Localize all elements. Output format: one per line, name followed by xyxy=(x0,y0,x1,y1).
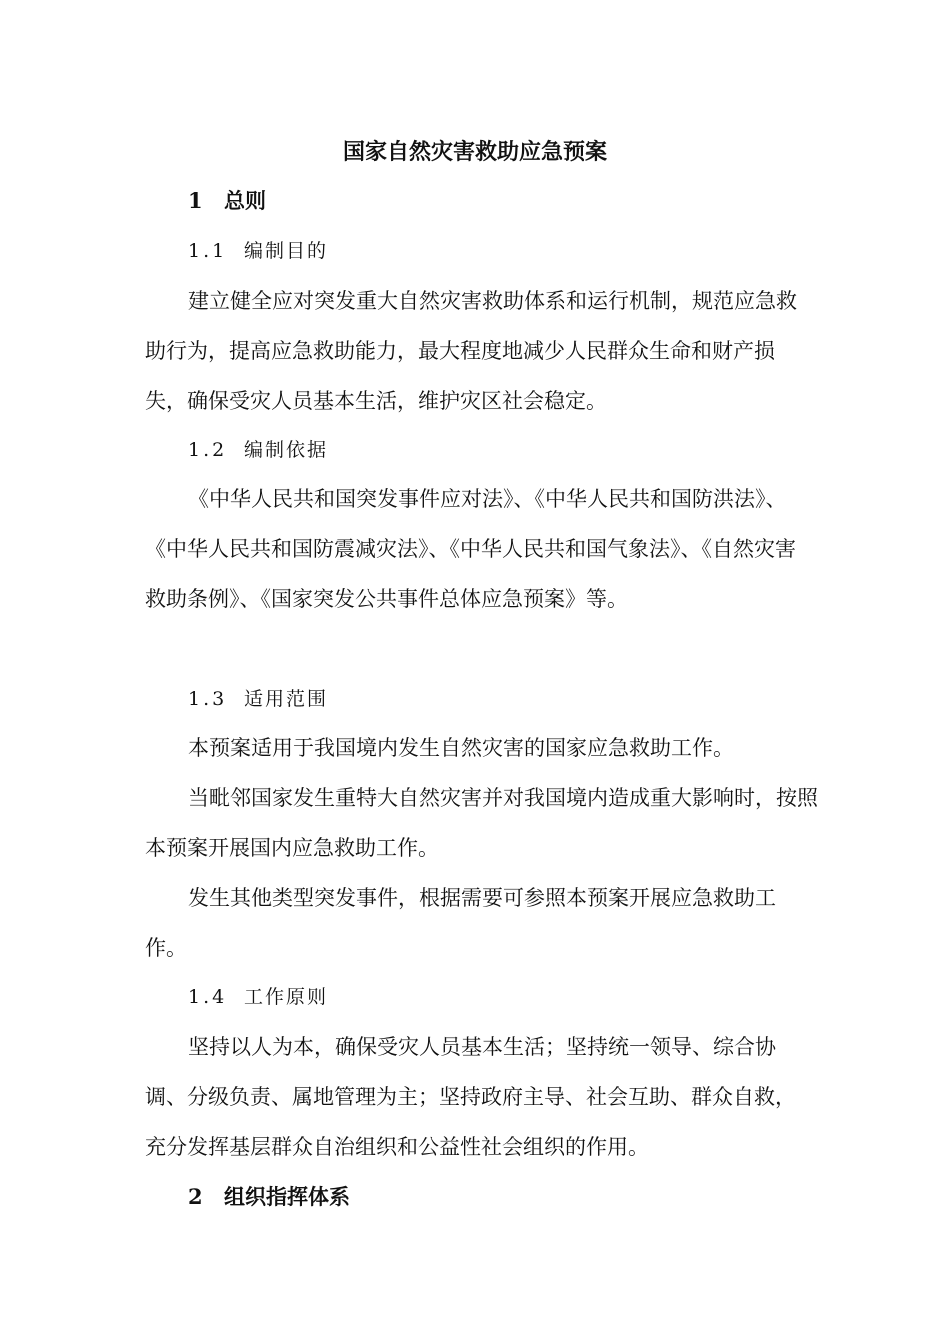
section-title: 组织指挥体系 xyxy=(224,1184,350,1209)
subsection-number: 1.3 xyxy=(188,688,228,710)
paragraph-basis: 《中华人民共和国突发事件应对法》、《中华人民共和国防洪法》、《中华人民共和国防震减灾法》、《中华人民共和国气象法》、《自然灾害救助条例》、《国家突发公共事件总体应急预案》等。 xyxy=(145,487,796,611)
paragraph-scope-3: 发生其他类型突发事件，根据需要可参照本预案开展应急救助工作。 xyxy=(145,886,776,960)
subsection-title: 工作原则 xyxy=(244,986,329,1008)
subsection-heading-1-4 xyxy=(188,977,328,1017)
subsection-number: 1.1 xyxy=(188,240,228,262)
section-number: 1 xyxy=(188,188,203,213)
subsection-heading-1-1 xyxy=(188,231,328,271)
section-heading-2 xyxy=(188,1177,350,1217)
subsection-number: 1.2 xyxy=(188,439,228,461)
paragraph-scope-2: 当毗邻国家发生重特大自然灾害并对我国境内造成重大影响时，按照本预案开展国内应急救助工作。 xyxy=(145,786,818,860)
subsection-title: 适用范围 xyxy=(244,688,329,710)
section-number: 2 xyxy=(188,1184,203,1209)
paragraph-principles: 坚持以人为本，确保受灾人员基本生活；坚持统一领导、综合协调、分级负责、属地管理为主；坚持政府主导、社会互助、群众自救，充分发挥基层群众自治组织和公益性社会组织的作用。 xyxy=(145,1035,796,1159)
section-heading-1 xyxy=(188,181,266,221)
subsection-heading-1-3 xyxy=(188,679,328,719)
section-title: 总则 xyxy=(224,188,266,213)
subsection-heading-1-2 xyxy=(188,430,328,470)
subsection-number: 1.4 xyxy=(188,986,228,1008)
document-title: 国家自然灾害救助应急预案 xyxy=(342,139,607,165)
subsection-title: 编制目的 xyxy=(244,240,329,262)
subsection-title: 编制依据 xyxy=(244,439,329,461)
paragraph-purpose: 建立健全应对突发重大自然灾害救助体系和运行机制，规范应急救助行为，提高应急救助能力，最大程度地减少人民群众生命和财产损失，确保受灾人员基本生活，维护灾区社会稳定。 xyxy=(145,289,797,413)
paragraph-scope-1: 本预案适用于我国境内发生自然灾害的国家应急救助工作。 xyxy=(188,736,734,760)
